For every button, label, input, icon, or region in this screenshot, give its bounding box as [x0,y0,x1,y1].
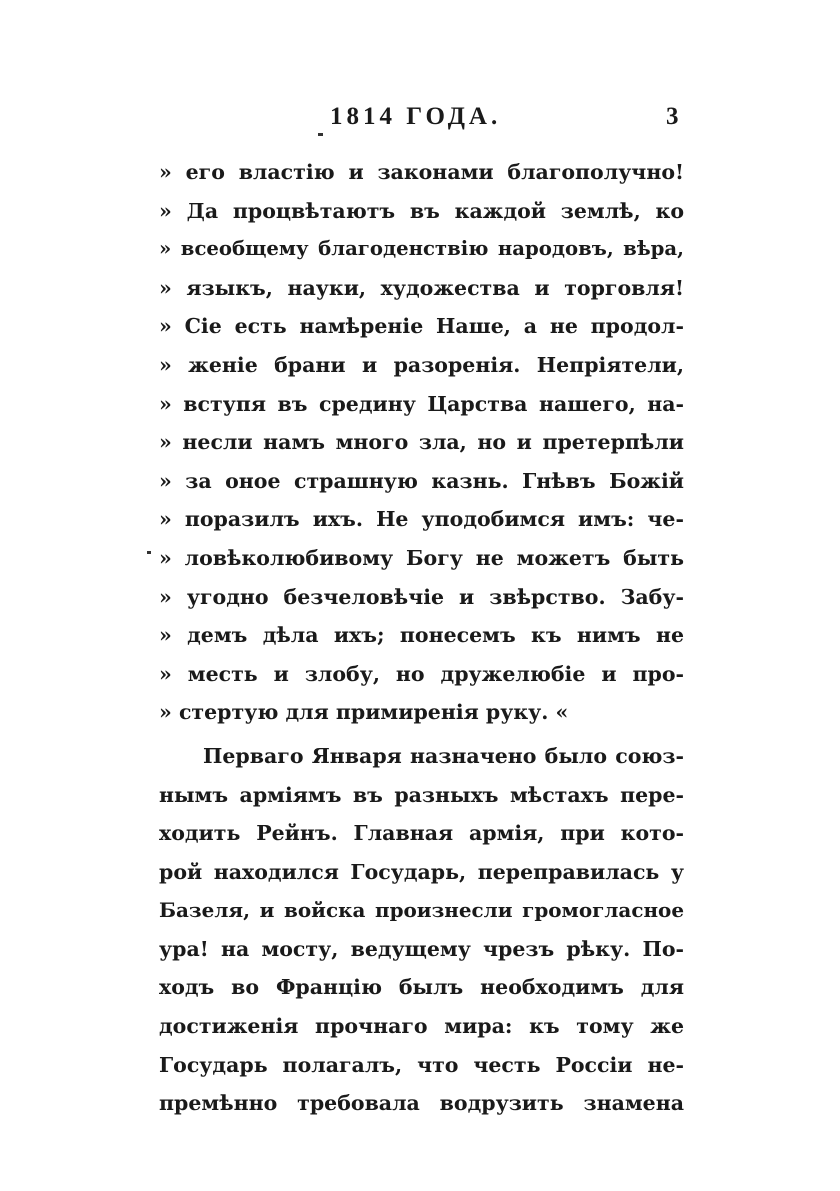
print-speck [147,551,151,554]
running-header: 1814 ГОДА. [330,103,502,130]
text-line: рой находился Государь, переправилась у [159,859,684,884]
text-line: » за оное страшную казнь. Гнѣвъ Божій [159,468,684,493]
body-text [159,153,684,1123]
text-line: Перваго Января назначено было союз- [203,743,684,768]
text-line: » поразилъ ихъ. Не уподобимся имъ: че- [159,507,684,532]
text-line: » всеобщему благоденствію народовъ, вѣра, [159,237,684,261]
text-line: нымъ арміямъ въ разныхъ мѣстахъ пере- [159,782,684,807]
text-line: Государь полагалъ, что честь Россіи не- [159,1052,684,1077]
text-line: ходъ во Францію былъ необходимъ для [159,975,684,1000]
text-line: » вступя въ средину Царства нашего, на- [159,391,684,416]
text-line: » месть и злобу, но дружелюбіе и про- [159,661,684,686]
print-speck [318,133,323,136]
text-line: » языкъ, науки, художества и торговля! [159,275,684,300]
paragraph [159,153,684,732]
text-line: » демъ дѣла ихъ; понесемъ къ нимъ не [159,623,684,648]
text-line: » его властію и законами благополучно! [159,160,684,184]
text-line: премѣнно требовала водрузить знамена [159,1091,684,1116]
text-line: » Сіе есть намѣреніе Наше, а не продол- [159,314,684,339]
text-line: ура! на мосту, ведущему чрезъ рѣку. По- [159,936,684,961]
text-line: » несли намъ много зла, но и претерпѣли [159,430,684,455]
text-line: » стертую для примиренія руку. « [159,700,569,725]
text-line: » женіе брани и разоренія. Непріятели, [159,352,684,377]
page-number: 3 [666,103,679,130]
text-line: » ловѣколюбивому Богу не можетъ быть [159,545,684,570]
text-line: достиженія прочнаго мира: къ тому же [159,1014,684,1039]
text-line: » угодно безчеловѣчіе и звѣрство. Забу- [159,584,684,609]
paragraph [159,737,684,1123]
text-line: ходить Рейнъ. Главная армія, при кото- [159,821,684,846]
text-line: » Да процвѣтаютъ въ каждой землѣ, ко [159,198,684,223]
text-line: Базеля, и войска произнесли громогласное [159,898,684,923]
